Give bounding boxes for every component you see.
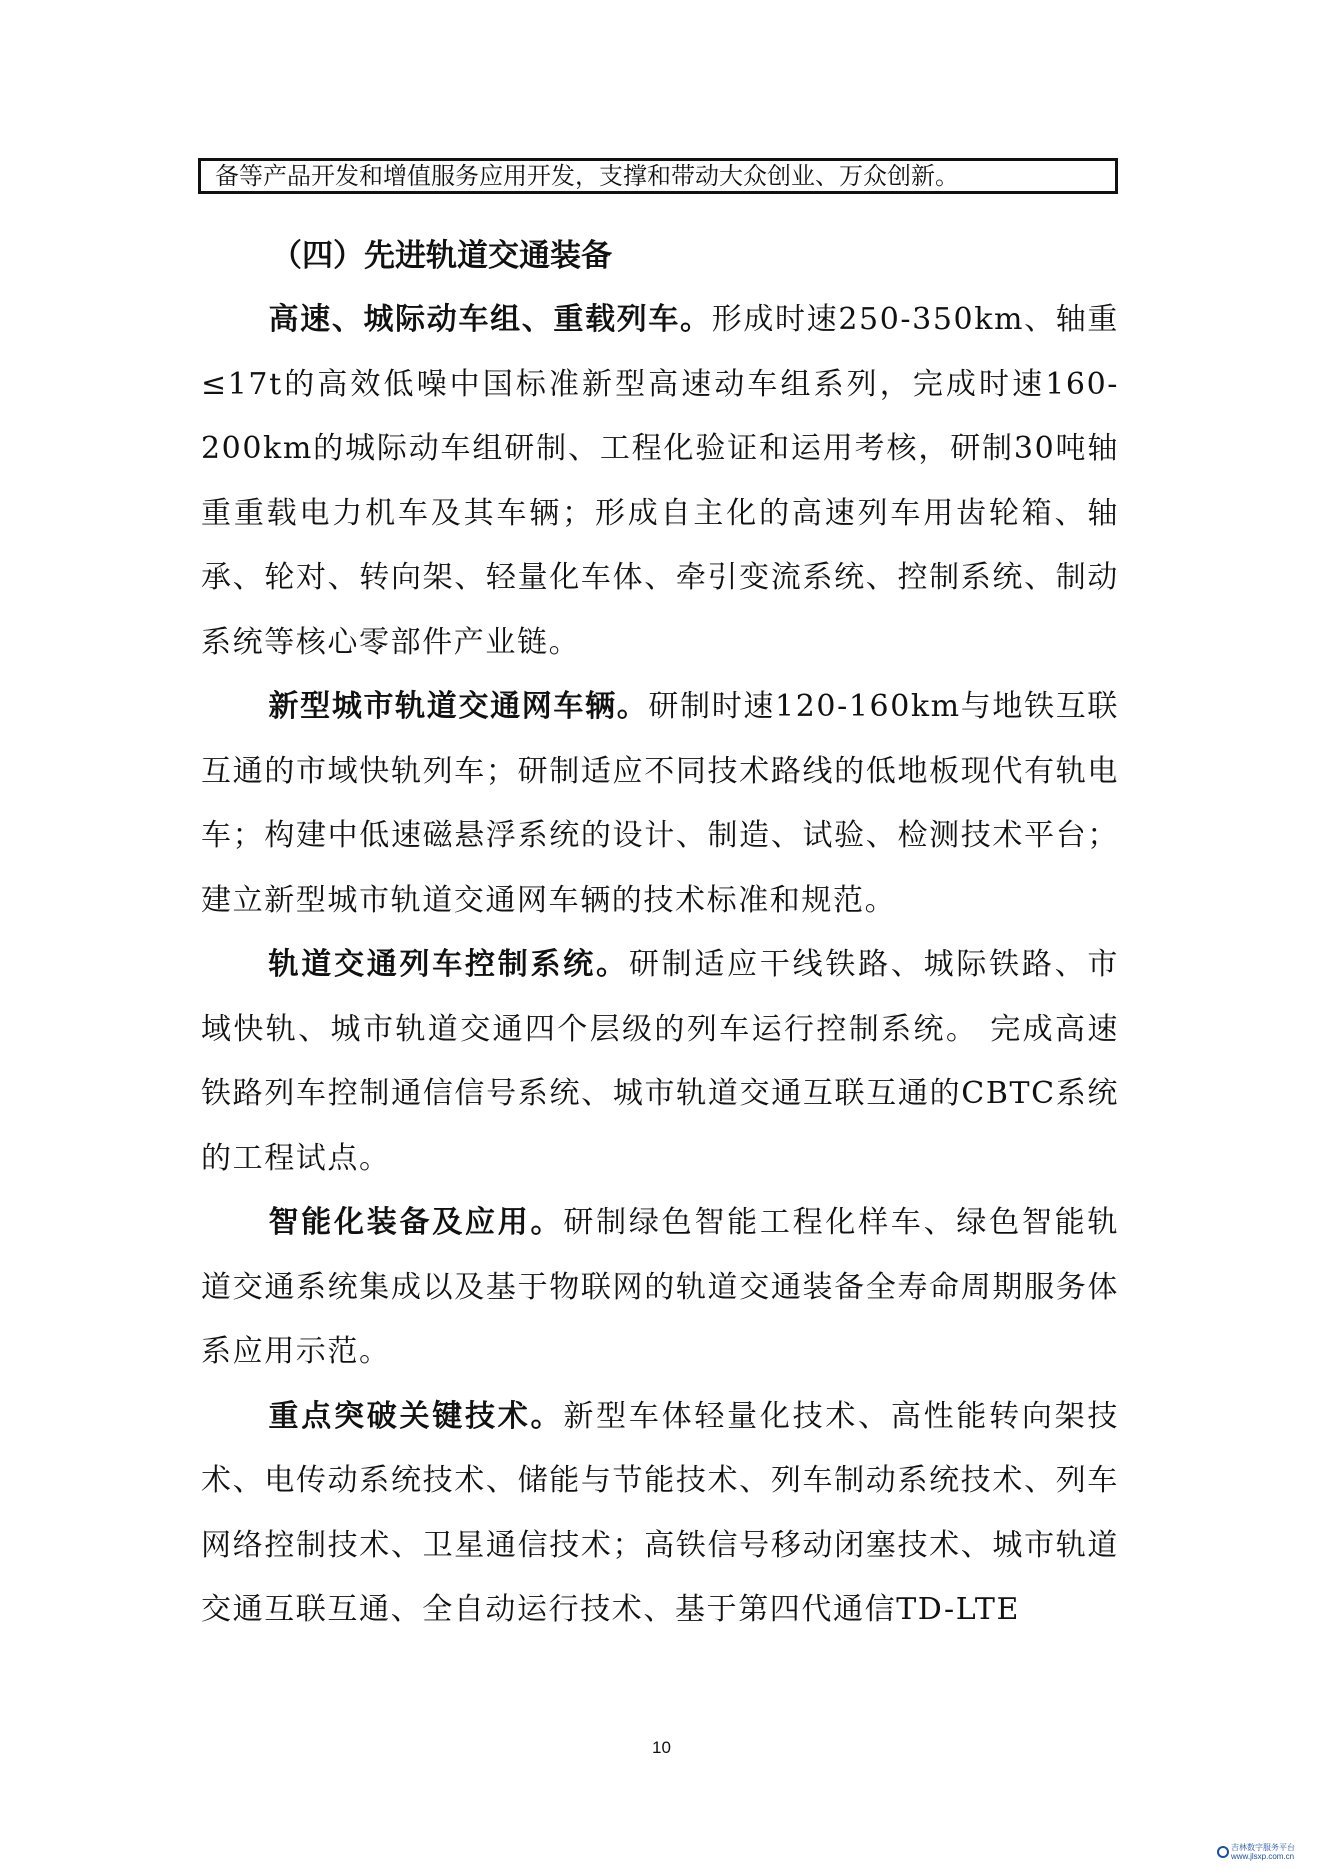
paragraph-high-speed-emu (201, 288, 1119, 675)
paragraph-text: 研制时速120-160km与地铁互联互通的市域快轨列车；研制适应不同技术路线的低地板现代有轨电车；构建中低速磁悬浮系统的设计、制造、试验、检测技术平台；建立新型城市轨道交通网车辆的技术标准和规范。 (201, 689, 1119, 918)
paragraph-train-control-system (201, 933, 1119, 1191)
boxed-continuation-text: 备等产品开发和增值服务应用开发，支撑和带动大众创业、万众创新。 (198, 158, 1118, 194)
paragraph-lead: 新型城市轨道交通网车辆。 (268, 689, 649, 724)
paragraph-text: 研制绿色智能工程化样车、绿色智能轨道交通系统集成以及基于物联网的轨道交通装备全寿命周期服务体系应用示范。 (201, 1205, 1120, 1369)
paragraph-text: 研制适应干线铁路、城际铁路、市域快轨、城市轨道交通四个层级的列车运行控制系统。 完成高速铁路列车控制通信信号系统、城市轨道交通互联互通的CBTC系统的工程试点。 (201, 947, 1119, 1176)
paragraph-lead: 重点突破关键技术。 (268, 1398, 564, 1434)
logo-circle-icon (1217, 1846, 1229, 1858)
paragraph-urban-rail-vehicles (201, 675, 1119, 933)
page-number: 10 (652, 1738, 671, 1757)
paragraph-lead: 轨道交通列车控制系统。 (268, 947, 629, 982)
paragraph-lead: 高速、城际动车组、重载列车。 (268, 302, 712, 337)
paragraph-intelligent-equipment (201, 1191, 1119, 1385)
paragraph-lead: 智能化装备及应用。 (268, 1205, 564, 1240)
paragraph-key-technologies (201, 1385, 1119, 1643)
watermark (1217, 1843, 1307, 1861)
watermark-line2: www.jlsxp.com.cn (1231, 1852, 1295, 1861)
paragraph-text: 形成时速250-350km、轴重≤17t的高效低噪中国标准新型高速动车组系列，完成时速160-200km的城际动车组研制、工程化验证和运用考核，研制30吨轴重重载电力机车及其车辆；形成自主化的高速列车用齿轮箱、轴承、轮对、转向架、轻量化车体、牵引变流系统、控制系统、制动系统等核心零部件产业链。 (201, 302, 1119, 660)
paragraph-text: 新型车体轻量化技术、高性能转向架技术、电传动系统技术、储能与节能技术、列车制动系统技术、列车网络控制技术、卫星通信技术；高铁信号移动闭塞技术、城市轨道交通互联互通、全自动运行技术、基于第四代通信TD-LTE (201, 1398, 1120, 1627)
main-content (201, 224, 1119, 1643)
watermark-line1: 吉林数字服务平台 (1231, 1843, 1295, 1852)
section-heading: （四）先进轨道交通装备 (271, 238, 612, 274)
